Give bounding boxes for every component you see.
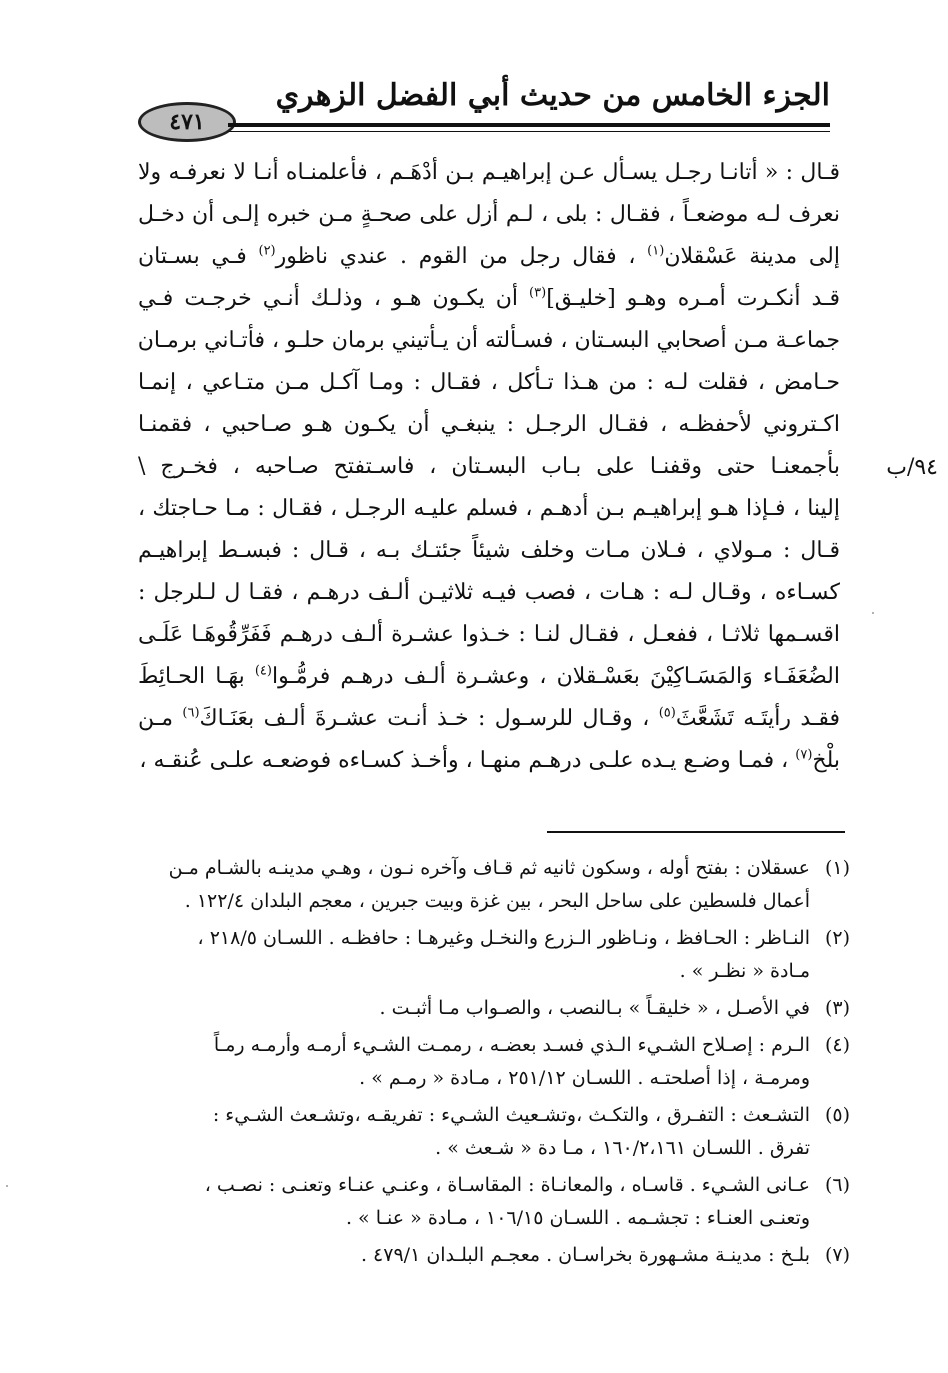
scan-speck — [6, 1185, 8, 1187]
footnotes — [138, 852, 850, 1276]
footnote-ref: (٧) — [795, 747, 813, 763]
footnote-ref: (١) — [647, 243, 665, 259]
footnote-ref: (٥) — [658, 705, 676, 721]
footnote — [138, 1029, 850, 1095]
footnote-number: (٤) — [824, 1034, 850, 1056]
footnote — [138, 922, 850, 988]
footnote-separator — [547, 831, 845, 833]
header-rule-thin — [228, 131, 830, 132]
page-header — [120, 72, 840, 135]
footnote-number: (٧) — [824, 1244, 850, 1266]
text-line: اقسـمها ثلاثـا ، ففعـل ، فقـال لنـا : خـذوا عشـرة ألـف درهـم فَفَرِّقُوهَـا عَلَـى — [138, 622, 840, 647]
page-number-badge — [138, 102, 236, 142]
text-line: جماعـة مـن أصحابي البسـتان ، فسـألته أن يـأتيني برمان حلـو ، فأتـاني برمـان — [138, 328, 840, 353]
text-line: إلى مدينة عَسْقلان$^{(١)}$ ، فقال رجل من القوم . عندي ناظور$^{(٢)}$ فـي بسـتان — [138, 243, 840, 269]
text-line: قـد أنكـرت أمـره وهـو [خليـق]$^{(٣)}$ أن يكـون هـو ، وذلـك أنـي خرجـت فـي — [138, 285, 840, 311]
footnote-body: عـانى الشـيء . قاسـاه ، والمعانـاة : المقاسـاة ، وعنـي عنـاء وتعنـى : نصـب ، وتعنـى العنـاء : تجشـمه . اللسـان ١٠٦/١٥ ، مـادة « عنـا » . — [204, 1174, 810, 1229]
footnote-number: (١) — [824, 857, 850, 879]
footnote-number: (٦) — [824, 1174, 850, 1196]
footnote-body: بلـخ : مدينـة مشـهورة بخراسـان . معجـم البلـدان ٤٧٩/١ . — [360, 1244, 810, 1266]
footnote-body: في الأصـل ، « خليقـاً » بـالنصب ، والصـواب مـا أثبـت . — [379, 997, 810, 1019]
main-text-body — [138, 152, 840, 782]
text-line: بلْخ$^{(٧)}$ ، فمـا وضـع يـده علـى درهـم منهـا ، وأخـذ كسـاءه فوضعـه علـى عُنقـه ، — [139, 747, 840, 773]
footnote-body: التشـعث : التفـرق ، والتكـث ،وتشـعيث الشـيء : تفريقـه ،وتشـعث الشـيء : تفرق . اللسـان ١٦٠/٢،١٦١ ، مـا دة « شـعث » . — [212, 1104, 810, 1159]
text-line: قـال : مـولاي ، فـلان مـات وخلف شيئاً جئتـك بـه ، قـال : فبسـط إبراهيـم — [138, 538, 840, 563]
footnote — [138, 1099, 850, 1165]
footnote-body: عسقلان : بفتح أوله ، وسكون ثانيه ثم قـاف وآخره نـون ، وهـي مدينـه بالشـام مـن أعمال فلسطين على ساحل البحر ، بين غزة وبيت جبرين ، معجم البلدان ١٢٢/٤ . — [168, 857, 810, 912]
footnote-ref: (٢) — [258, 243, 276, 259]
footnote-body: النـاظر : الحـافظ ، ونـاظور الـزرع والنخـل وغيرهـا : حافظـه . اللسـان ٢١٨/٥ ، مـادة « نظـر » . — [197, 927, 810, 982]
header-rule-thick — [228, 123, 830, 127]
text-line: حـامض ، فقلت لـه : من هـذا تـأكل ، فقـال : ومـا آكـل مـن متـاعي ، إنمـا — [138, 370, 840, 395]
text-line: إلينا ، فـإذا هـو إبراهيـم بـن أدهـم ، فسلم عليـه الرجـل ، فقـال : مـا حـاجتك ، — [138, 496, 840, 521]
footnote-number: (٢) — [824, 927, 850, 949]
footnote — [138, 852, 850, 918]
text-line: قـال : « أتانـا رجـل يسـأل عـن إبراهيـم بـن أدْهَـم ، فأعلمنـاه أنـا لا نعرفـه ولا — [138, 160, 840, 185]
footnote-ref: (٤) — [254, 663, 272, 679]
footnote — [138, 1239, 850, 1272]
footnote-ref: (٦) — [182, 705, 200, 721]
footnote — [138, 1169, 850, 1235]
footnote — [138, 992, 850, 1025]
text-line: نعرف لـه موضعـاً ، فقـال : بلى ، لـم أزل على صحـةٍ مـن خبره إلـى أن دخـل — [138, 202, 840, 227]
manuscript-folio-note: ٩٤/ب — [886, 455, 938, 480]
text-line: الضُعَفَـاء وَالمَسَـاكِيْنَ بعَسْـقلان ، وعشـرة ألـف درهـم فرمُّـوا$^{(٤)}$ بهَـا الحـائِطَ — [138, 663, 840, 689]
scan-speck — [872, 612, 874, 614]
footnote-number: (٥) — [824, 1104, 850, 1126]
footnote-number: (٣) — [824, 997, 850, 1019]
text-line: بأجمعنـا حتى وقفنـا على بـاب البسـتان ، فاسـتفتح صـاحبه ، فخـرج \ — [138, 454, 840, 479]
text-line: فقـد رأيتَـه تَشَعَّثَ$^{(٥)}$ ، وقـال للرسـول : خـذ أنـت عشـرةَ ألـف بعَنَـاكَ$^{(٦)}$ مـن — [138, 705, 840, 731]
page-number: ٤٧١ — [169, 109, 205, 135]
running-title: الجزء الخامس من حديث أبي الفضل الزهري — [275, 78, 830, 113]
text-line: اكـتروني لأحفظـه ، فقـال الرجـل : ينبغـي أن يكـون هـو صـاحبي ، فقمنـا — [138, 412, 840, 437]
text-line: كسـاءه ، وقـال لـه : هـات ، فصب فيـه ثلاثيـن ألـف درهـم ، فقـا ل لـلرجل : — [138, 580, 840, 605]
footnote-ref: (٣) — [529, 285, 547, 301]
footnote-body: الـرم : إصـلاح الشـيء الـذي فسـد بعضـه ، رممـت الشـيء أرمـه وأرمـه رمـاً ومرمـة ، إذا أصلحتـه . اللسـان ٢٥١/١٢ ، مـادة « رمـم » . — [213, 1034, 810, 1089]
